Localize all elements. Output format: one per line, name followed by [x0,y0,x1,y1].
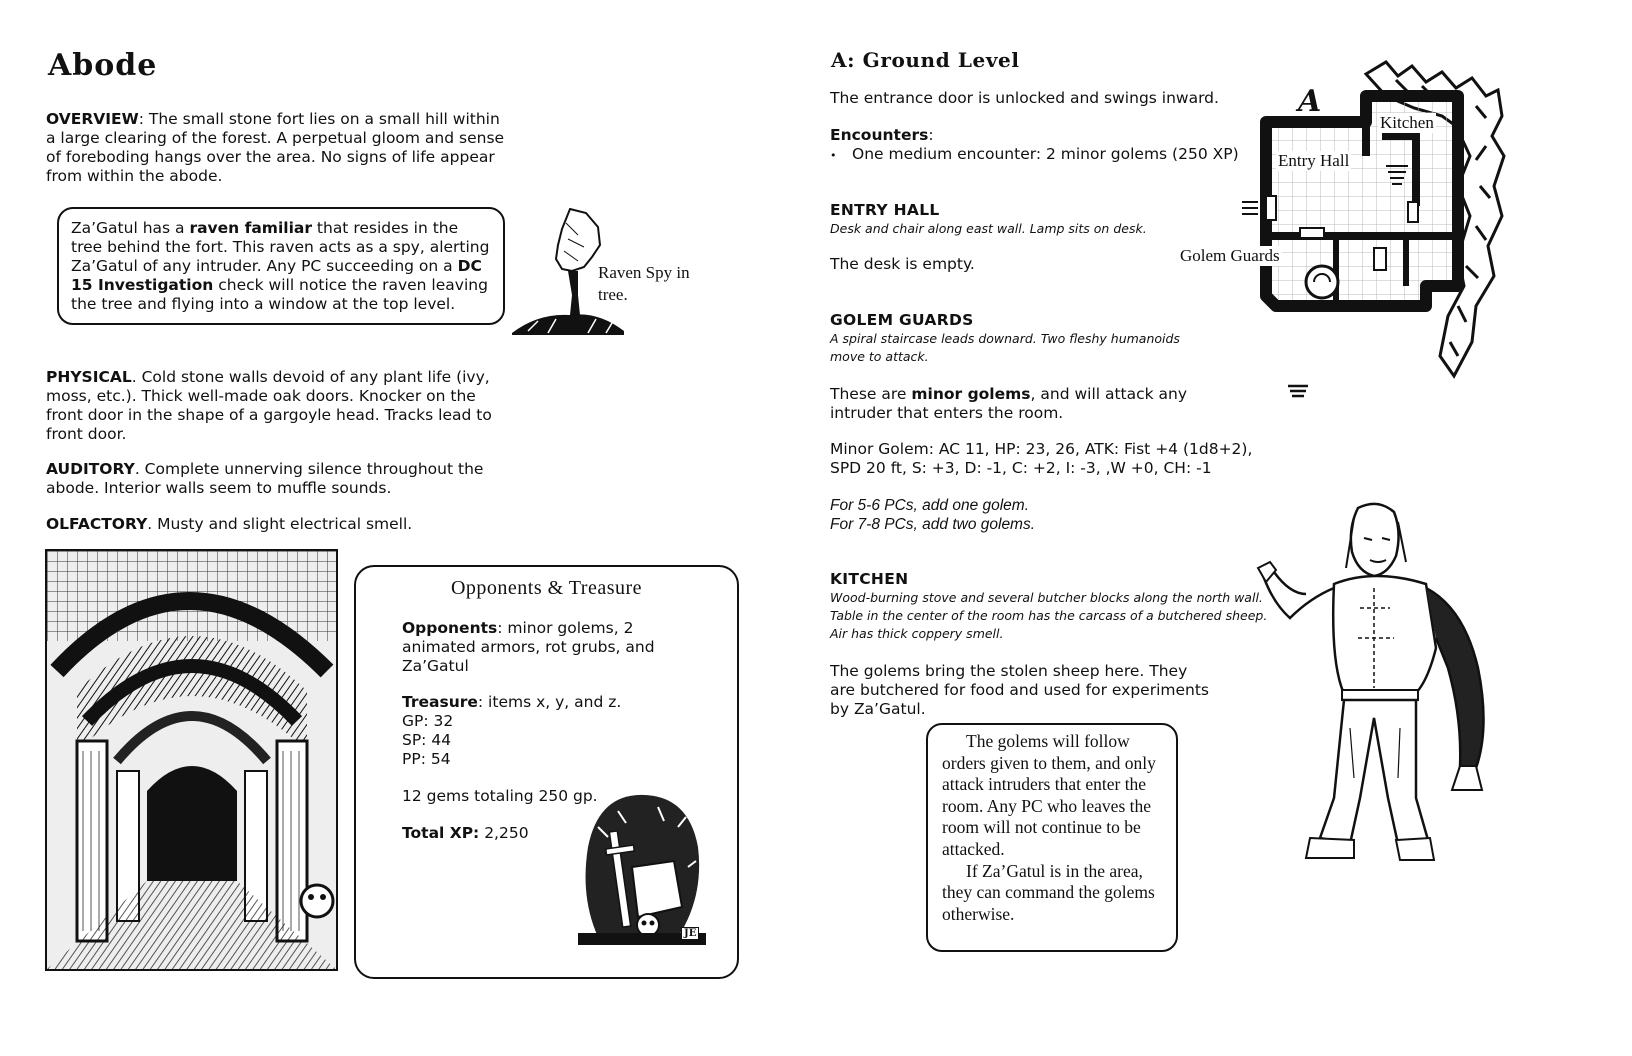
golem-orders-callout [926,723,1178,952]
golem-stat-block: Minor Golem: AC 11, HP: 23, 26, ATK: Fist +4 (1d8+2), SPD 20 ft, S: +3, D: -1, C: +2, I: -3, ,W +0, CH: -1 [830,440,1253,477]
encounter-list-item [830,145,1239,165]
dc-check-term: DC 15 Investigation [71,257,482,294]
artist-signature: JE [681,927,699,940]
map-label-kitchen: Kitchen [1380,113,1434,132]
gems-line: 12 gems totaling 250 gp. [402,787,598,805]
golem-guards-flavor-1: A spiral staircase leads downard. Two fleshy humanoids [830,331,1180,346]
raven-familiar-term: raven familiar [189,219,312,237]
scaling-note-1: For 5-6 PCs, add one golem. [830,497,1030,514]
golem-text-pre: These are [830,385,912,403]
opponents-treasure-title: Opponents & Treasure [450,577,643,599]
encounters-heading [830,126,934,145]
page-title: Abode [48,48,158,83]
ground-level-map [1236,56,1510,384]
raven-text-3: check will notice the raven leaving the tree and flying into a window at the top level. [71,276,488,313]
sp-value: SP: 44 [402,731,452,749]
opponents-label: Opponents [402,619,498,637]
minor-golems-term: minor golems [911,385,1031,403]
golem-illustration [1250,498,1522,870]
treasure-label: Treasure [402,693,478,711]
olfactory-text: . Musty and slight electrical smell. [147,515,413,533]
entry-hall-heading: ENTRY HALL [830,201,940,219]
raven-familiar-text [71,219,491,314]
bullet-icon: • [830,149,837,162]
encounter-text: One medium encounter: 2 minor golems (250 XP) [852,145,1239,163]
overview-text: : The small stone fort lies on a small hill within a large clearing of the forest. A perpetual gloom and sense of foreboding hangs over the area. No signs of life appear from within the abode. [46,110,505,185]
raven-text-2: that resides in the tree behind the fort. This raven acts as a spy, alerting Za’Gatul of any intruder. Any PC succeeding on a [71,219,490,275]
raven-caption [598,262,690,306]
treasure-text: : items x, y, and z. [477,693,622,711]
map-level-letter: A [1298,84,1322,119]
scaling-notes [830,496,1035,534]
raven-caption-line-2: tree. [598,285,628,304]
opponents-line [402,619,712,676]
physical-label: PHYSICAL [46,368,132,386]
golem-guards-heading: GOLEM GUARDS [830,311,974,329]
kitchen-text: The golems bring the stolen sheep here. They are butchered for food and used for experiments by Za’Gatul. [830,662,1210,718]
golem-guards-flavor-2: move to attack. [830,349,929,364]
physical-text: . Cold stone walls devoid of any plant life (ivy, moss, etc.). Thick well-made oak doors. Knocker on the front door in the shape of a gargoyle head. Tracks lead to front door. [46,368,492,443]
scaling-note-2: For 7-8 PCs, add two golems. [830,516,1036,533]
entry-hall-text: The desk is empty. [830,255,975,273]
auditory-text: . Complete unnerving silence throughout the abode. Interior walls seem to muffle sounds. [46,460,484,497]
olfactory-label: OLFACTORY [46,515,148,533]
auditory-label: AUDITORY [46,460,135,478]
olfactory-paragraph [46,515,496,534]
entry-hall-flavor: Desk and chair along east wall. Lamp sits on desk. [830,221,1147,236]
encounters-label: Encounters [830,126,929,144]
kitchen-flavor-3: Air has thick coppery smell. [830,626,1004,641]
map-label-golem-guards: Golem Guards [1180,246,1280,265]
raven-familiar-box [57,207,505,325]
intro-line: The entrance door is unlocked and swings inward. [830,89,1219,107]
total-xp-label: Total XP: [402,824,480,842]
auditory-paragraph [46,460,496,498]
overview-paragraph [46,110,506,186]
kitchen-flavor-1: Wood-burning stove and several butcher blocks along the north wall. [830,590,1263,605]
kitchen-heading: KITCHEN [830,570,909,588]
total-xp-value: 2,250 [479,824,529,842]
callout-paragraph-2: If Za’Gatul is in the area, they can command the golems otherwise. [942,860,1155,924]
gp-value: GP: 32 [402,712,454,730]
map-label-entry-hall: Entry Hall [1278,151,1350,170]
physical-paragraph [46,368,496,444]
golem-text-post: , and will attack any intruder that enters the room. [830,385,1188,422]
section-title: A: Ground Level [831,48,1020,72]
overview-label: OVERVIEW [46,110,139,128]
treasure-line [402,693,712,712]
dungeon-corridor-illustration [45,549,338,971]
pp-value: PP: 54 [402,750,451,768]
encounters-colon: : [928,126,934,144]
total-xp-line [402,824,529,843]
stairs-icon [1286,382,1310,400]
opponents-treasure-box [354,565,739,979]
golem-guards-text [830,385,1250,423]
raven-text-1: Za’Gatul has a [71,219,190,237]
callout-paragraph-1: The golems will follow orders given to them, and only attack intruders that enter the room. Any PC who leaves the room will not continue to be attacked. [942,731,1156,859]
kitchen-flavor-2: Table in the center of the room has the carcass of a butchered sheep. [830,608,1268,623]
raven-caption-line-1: Raven Spy in [598,263,690,282]
opponents-text: : minor golems, 2 animated armors, rot grubs, and Za’Gatul [402,619,655,675]
sword-skull-illustration [578,787,706,945]
